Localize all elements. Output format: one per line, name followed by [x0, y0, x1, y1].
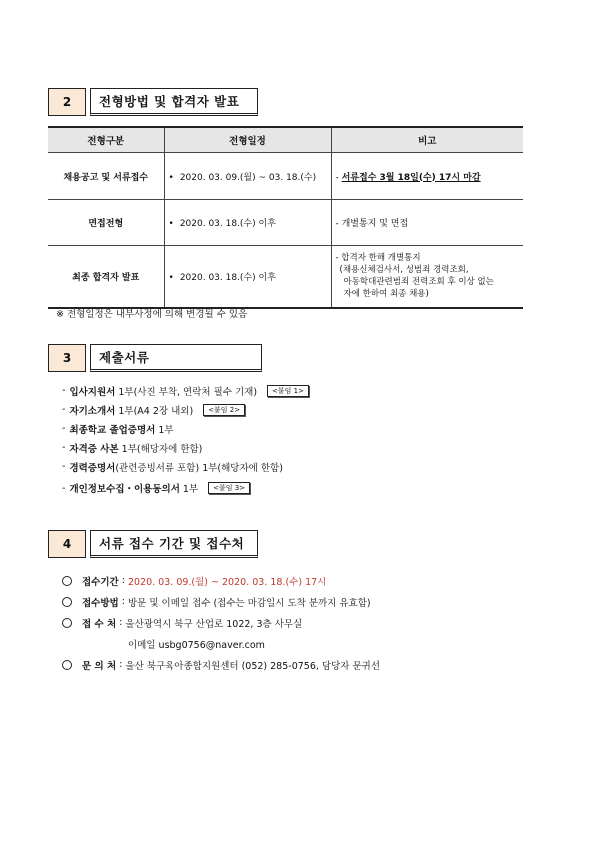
column-header: 전형구분 [48, 127, 164, 153]
column-header: 전형일정 [164, 127, 331, 153]
reception-info [62, 570, 380, 675]
section-title: 전형방법 및 합격자 발표 [90, 88, 258, 116]
table-row [48, 246, 523, 308]
list-item: 접수방법 : 방문 및 이메일 접수 (접수는 마감일시 도착 분까지 유효함) [62, 591, 380, 612]
attachment-badge: <붙임 1> [267, 385, 309, 397]
table-row [48, 200, 523, 246]
section-2-header [48, 88, 258, 116]
attachment-badge: <붙임 3> [208, 482, 250, 494]
schedule-note: ※ 전형일정은 내부사정에 의해 변경될 수 있음 [56, 309, 248, 320]
list-item: - 자기소개서 1부(A4 2장 내외) <붙임 2> [62, 400, 309, 419]
list-item: - 자격증 사본 1부(해당자에 한함) [62, 442, 203, 455]
section-3-header [48, 344, 262, 372]
section-number: 2 [48, 88, 86, 116]
deadline-remark: 서류접수 3월 18일(수) 17시 마감 [341, 172, 481, 183]
section-number: 4 [48, 530, 86, 558]
schedule-cell: • 2020. 03. 18.(수) 이후 [164, 246, 331, 308]
circle-bullet-icon [62, 618, 72, 628]
circle-bullet-icon [62, 660, 72, 670]
list-item: - 경력증명서 (관련증빙서류 포함) 1부(해당자에 한함) [62, 461, 283, 474]
list-item [62, 633, 380, 654]
category-cell: 면접전형 [48, 200, 164, 246]
document-list [62, 381, 309, 500]
category-cell: 채용공고 및 서류접수 [48, 153, 164, 200]
schedule-table [48, 126, 523, 309]
table-row [48, 153, 523, 200]
section-title: 제출서류 [90, 344, 262, 372]
remark-cell: - 합격자 한해 개별통지 (채용신체검사서, 성범죄 경력조회, 아동학대관련범죄 전력조회 후 이상 없는 자에 한하여 최종 채용) [331, 246, 523, 308]
period-value: 2020. 03. 09.(월) ~ 2020. 03. 18.(수) 17시 [127, 576, 327, 588]
remark-cell: - 개별통지 및 면접 [331, 200, 523, 246]
category-cell: 최종 합격자 발표 [48, 246, 164, 308]
list-item: - 입사지원서 1부(사진 부착, 연락처 필수 기재) <붙임 1> [62, 381, 309, 400]
list-item: 접수기간 : 2020. 03. 09.(월) ~ 2020. 03. 18.(수) 17시 [62, 570, 380, 591]
list-item: 문 의 처 : 울산 북구육아종합지원센터 (052) 285-0756, 담당자 문귀선 [62, 654, 380, 675]
schedule-cell: • 2020. 03. 18.(수) 이후 [164, 200, 331, 246]
attachment-badge: <붙임 2> [203, 404, 245, 416]
circle-bullet-icon [62, 576, 72, 586]
section-number: 3 [48, 344, 86, 372]
email-text: 이메일 usbg0756@naver.com [128, 639, 265, 651]
remark-cell: - 서류접수 3월 18일(수) 17시 마감 [331, 153, 523, 200]
column-header: 비고 [331, 127, 523, 153]
schedule-cell: • 2020. 03. 09.(월) ~ 03. 18.(수) [164, 153, 331, 200]
table-header-row [48, 127, 523, 153]
list-item: - 개인정보수집・이용동의서 1부 <붙임 3> [62, 476, 309, 500]
section-title: 서류 접수 기간 및 접수처 [90, 530, 258, 558]
list-item: 접 수 처 : 울산광역시 북구 산업로 1022, 3층 사무실 [62, 612, 380, 633]
circle-bullet-icon [62, 597, 72, 607]
list-item: - 최종학교 졸업증명서 1부 [62, 423, 174, 436]
section-4-header [48, 530, 258, 558]
